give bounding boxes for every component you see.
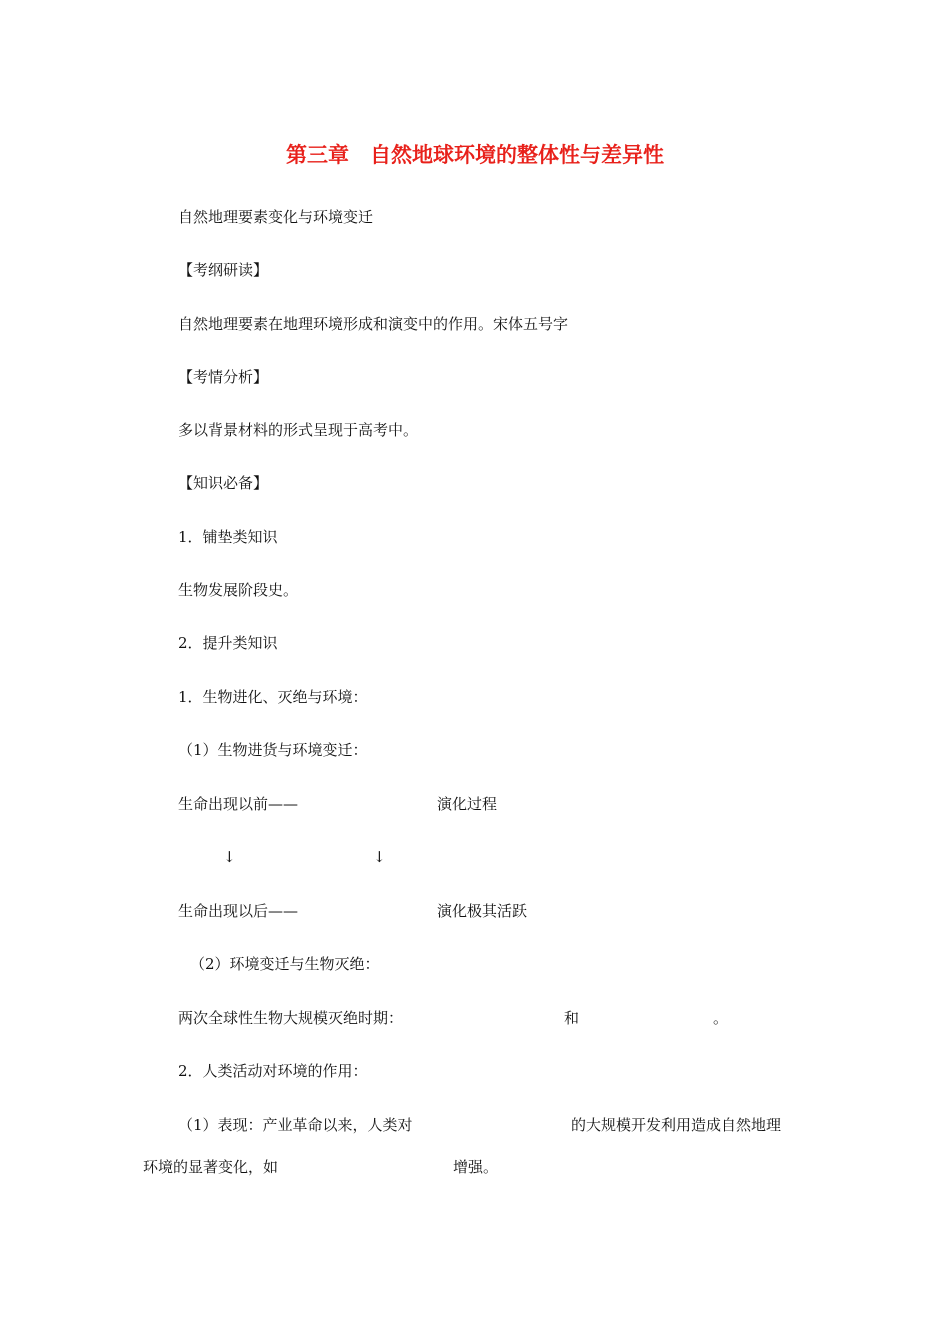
sub1-1-heading: （1）生物进货与环境变迁：: [178, 741, 368, 759]
extinction-text: 两次全球性生物大规模灭绝时期：: [178, 1009, 404, 1027]
sub1-2-heading: （2）环境变迁与生物灭绝：: [190, 955, 380, 973]
down-arrow-icon: ↓: [373, 848, 386, 866]
extinction-end: 。: [713, 1009, 729, 1027]
extinction-and: 和: [564, 1009, 580, 1027]
down-arrow-icon: ↓: [223, 848, 236, 866]
sub2-2-right: 增强。: [453, 1158, 499, 1176]
before-life-right: 演化过程: [437, 795, 498, 813]
before-life-label: 生命出现以前——: [178, 795, 299, 813]
kaoqing-text: 多以背景材料的形式呈现于高考中。: [178, 421, 419, 439]
document-title: 第三章 自然地球环境的整体性与差异性: [286, 143, 664, 167]
sub2-2-left: 环境的显著变化，如: [143, 1158, 279, 1176]
after-life-right: 演化极其活跃: [437, 902, 528, 920]
section-title: 自然地理要素变化与环境变迁: [178, 208, 374, 226]
sub2-heading: 2．人类活动对环境的作用：: [178, 1062, 368, 1080]
sub2-1-left: （1）表现：产业革命以来，人类对: [178, 1116, 413, 1134]
kaoqing-heading: 【考情分析】: [178, 368, 269, 386]
kaogang-heading: 【考纲研读】: [178, 261, 269, 279]
sub1-heading: 1．生物进化、灭绝与环境：: [178, 688, 368, 706]
kaogang-text: 自然地理要素在地理环境形成和演变中的作用。宋体五号字: [178, 315, 569, 333]
after-life-label: 生命出现以后——: [178, 902, 299, 920]
zhishi-heading: 【知识必备】: [178, 474, 269, 492]
sub2-1-right: 的大规模开发利用造成自然地理: [571, 1116, 782, 1134]
item1-heading: 1．铺垫类知识: [178, 528, 278, 546]
item2-heading: 2．提升类知识: [178, 634, 278, 652]
item1-text: 生物发展阶段史。: [178, 581, 299, 599]
